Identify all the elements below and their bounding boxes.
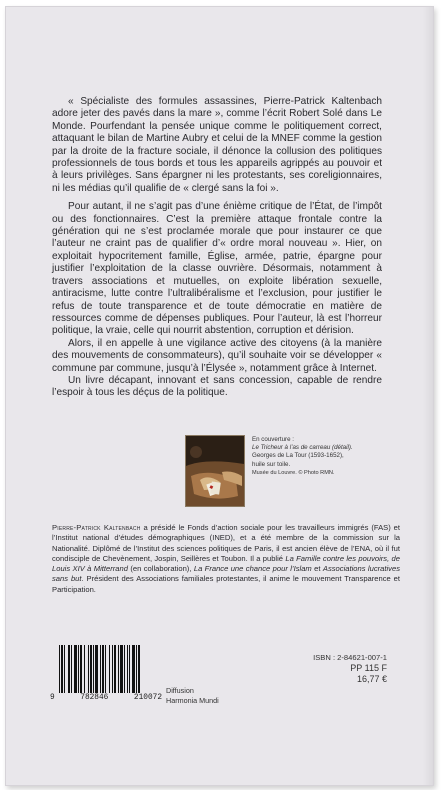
- blurb-paragraph-2: Pour autant, il ne s’agit pas d’une énième critique de l’État, de l’impôt ou des fonctionnaires. C’est la première attaque frontale contre la génération qui ne s’est proclamée morale que pour instaurer ce que l’auteur ne craint pas de qualifier d’« ordre moral nouveau ». Hier, on exploitait hypocritement famille, Église, armée, patrie, épargne pour justifier l’exploitation de la classe ouvrière. Désormais, notamment à travers associations et mutuelles, on exploite libération sexuelle, antiracisme, lutte contre l’ultralibéralisme et l’exclusion, pour justifier le refus de toute transparence et de toute démocratie en matière de ressources comme de dépenses publiques. Pour l’auteur, là est l’horreur politique, la vraie, celle qui nourrit abstention, corruption et dérision.: [52, 201, 382, 337]
- price-euros: 16,77 €: [356, 674, 387, 684]
- bio-text: et: [311, 564, 323, 574]
- credit-painter: Georges de La Tour (1593-1652),: [252, 452, 344, 460]
- back-cover-blurb: [52, 96, 382, 400]
- distribution-label: Diffusion: [166, 686, 194, 695]
- bio-book-title: La France une chance pour l’Islam: [193, 564, 312, 574]
- blurb-paragraph-4: Un livre décapant, innovant et sans concession, capable de rendre l’espoir à tous les déçus de la politique.: [52, 374, 382, 399]
- distribution-info: [166, 686, 219, 705]
- bio-text: a présidé le Fonds d’action sociale pour les travailleurs immigrés (FAS) et l’Institut national d’études démographiques (INED), et a été membre de la commission sur la Nationalité. Diplômé de l’Institut des sciences politiques de Paris, il est ancien élève de l’ENA, où il fut condisciple de Chevènement, Jospin, Seillères et Toubon. Il a publié: [52, 523, 401, 563]
- bio-book-title: Associations lucratives sans but: [52, 564, 400, 584]
- barcode-digit-group: 210072: [133, 694, 162, 702]
- credit-painting-title: Le Tricheur à l’as de carreau (détail).: [252, 444, 353, 452]
- author-biography: [52, 523, 400, 595]
- blurb-paragraph-1: « Spécialiste des formules assassines, Pierre-Patrick Kaltenbach adore jeter des pavés dans la mare », comme l’écrit Robert Solé dans Le Monde. Pourfendant la pensée unique comme le politiquement correct, attaquant le bilan de Martine Aubry et celui de la MNEF comme la gestion par la droite de la fracture sociale, il dénonce la collusion des politiques professionnels de tous bords et tous les appareils agrippés au pouvoir et à leurs privilèges. Sans épargner ni les protestants, ses coreligionnaires, ni les médias qu’il qualifie de « clergé sans la foi ».: [52, 96, 382, 194]
- credit-medium: huile sur toile.: [252, 460, 291, 468]
- cover-edge-shadow: [423, 7, 433, 785]
- credit-museum: Musée du Louvre. © Photo RMN.: [252, 469, 335, 476]
- isbn-price-block: [292, 652, 387, 685]
- painting-detail-image: [186, 436, 244, 506]
- barcode-digit-group: 9: [50, 694, 55, 702]
- barcode-bars: [58, 645, 156, 693]
- cover-credit: [252, 436, 392, 477]
- blurb-paragraph-3: Alors, il en appelle à une vigilance active des citoyens (à la manière des mouvements de consommateurs), qu’il souhaite voir se développer « commune par commune, jusqu’à l’Élysée », notamment grâce à Internet.: [52, 337, 382, 374]
- bio-text: . Président des Associations familiales protestantes, il anime le mouvement Transparence et Participation.: [52, 574, 400, 594]
- bio-author-name: Pierre-Patrick Kaltenbach: [52, 523, 141, 532]
- bio-book-title: La Famille contre les pouvoirs, de Louis XIV à Mitterrand: [52, 553, 400, 574]
- bio-text: (en collaboration),: [127, 564, 194, 574]
- credit-heading: En couverture :: [252, 436, 294, 443]
- isbn-number: ISBN : 2-84621-007-1: [313, 653, 387, 662]
- distributor-name: Harmonia Mundi: [166, 695, 219, 705]
- barcode: [58, 645, 156, 693]
- cover-painting-thumbnail: [185, 435, 245, 507]
- barcode-digits: [50, 694, 162, 702]
- barcode-digit-group: 782846: [80, 694, 109, 702]
- price-francs: PP 115 F: [350, 663, 387, 673]
